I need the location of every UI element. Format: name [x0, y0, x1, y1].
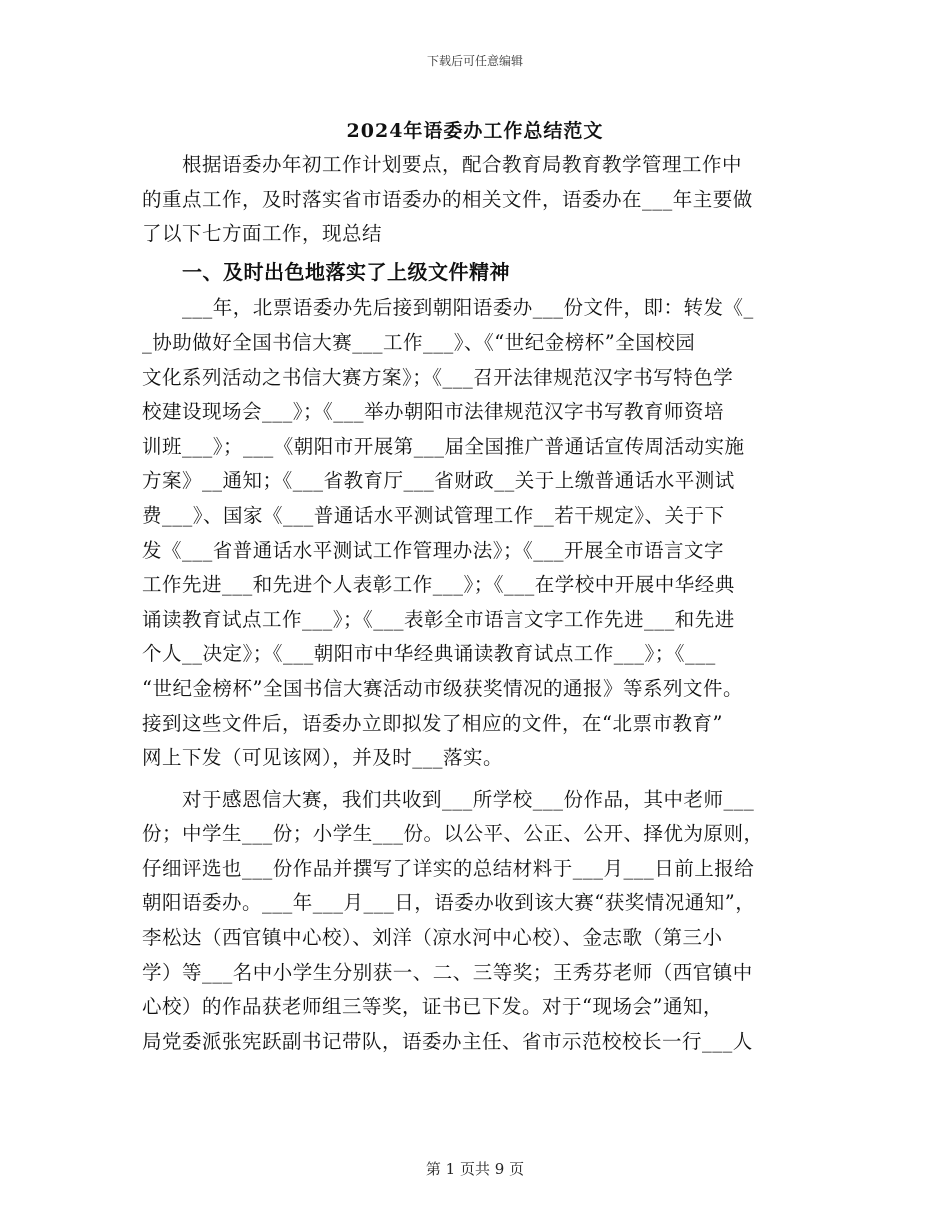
text-line: 个人__决定》；《___朝阳市中华经典诵读教育试点工作___》；《___: [142, 642, 716, 666]
text-line: 接到这些文件后，语委办立即拟发了相应的文件，在“北票市教育”: [142, 711, 723, 735]
text-line: 份；中学生___份；小学生___份。以公平、公正、公开、择优为原则，: [142, 822, 764, 846]
paragraph-letter-contest: [142, 783, 806, 1060]
text-line: 了以下七方面工作，现总结: [142, 222, 383, 246]
text-line: 对于感恩信大赛，我们共收到___所学校___份作品，其中老师___: [182, 787, 755, 811]
text-line: 学）等___名中小学生分别获一、二、三等奖；王秀芬老师（西官镇中: [142, 960, 753, 984]
page-footer: 第 1 页共 9 页: [425, 1160, 525, 1178]
text-line: 诵读教育试点工作___》；《___表彰全市语言文字工作先进___和先进: [142, 607, 735, 631]
text-line: 仔细评选也___份作品并撰写了详实的总结材料于___月___日前上报给: [142, 856, 755, 880]
paragraph-documents: [142, 291, 806, 775]
text-line: 局党委派张宪跃副书记带队，语委办主任、省市示范校校长一行___人: [142, 1029, 753, 1053]
text-line: ___年，北票语委办先后接到朝阳语委办___份文件，即：转发《_: [182, 296, 754, 320]
document-body: [142, 148, 806, 1059]
text-line: “世纪金榜杯”全国书信大赛活动市级获奖情况的通报》等系列文件。: [142, 676, 743, 700]
text-line: 文化系列活动之书信大赛方案》；《___召开法律规范汉字书写特色学: [142, 365, 734, 389]
text-line: 校建设现场会___》；《___举办朝阳市法律规范汉字书写教育师资培: [142, 400, 725, 424]
text-line: 费___》、国家《___普通话水平测试管理工作__若干规定》、关于下: [142, 503, 725, 527]
section-heading: 一、及时出色地落实了上级文件精神: [182, 259, 510, 284]
intro-paragraph: [142, 148, 806, 252]
text-line: 心校）的作品获老师组三等奖，证书已下发。对于“现场会”通知，: [142, 995, 723, 1019]
text-line: 朝阳语委办。___年___月___日，语委办收到该大赛“获奖情况通知”，: [142, 891, 756, 915]
text-line: 网上下发（可见该网），并及时___落实。: [142, 746, 504, 770]
page-header: 下载后可任意编辑: [426, 54, 523, 68]
text-line: _协助做好全国书信大赛___工作___》、《“世纪金榜杯”全国校园: [142, 330, 696, 354]
text-line: 的重点工作，及时落实省市语委办的相关文件，语委办在___年主要做: [142, 187, 753, 211]
document-title: 2024年语委办工作总结范文: [346, 120, 604, 142]
text-line: 发《___省普通话水平测试工作管理办法》；《___开展全市语言文字: [142, 538, 725, 562]
text-line: 工作先进___和先进个人表彰工作___》；《___在学校中开展中华经典: [142, 573, 735, 597]
text-line: 方案》__通知；《___省教育厅___省财政__关于上缴普通话水平测试: [142, 469, 735, 493]
paragraph-gap: [142, 776, 806, 783]
text-line: 训班___》；___《朝阳市开展第___届全国推广普通话宣传周活动实施: [142, 434, 745, 458]
text-line: 李松达（西官镇中心校）、刘洋（凉水河中心校）、金志歌（第三小: [142, 926, 723, 950]
text-line: 根据语委办年初工作计划要点，配合教育局教育教学管理工作中: [182, 153, 743, 176]
